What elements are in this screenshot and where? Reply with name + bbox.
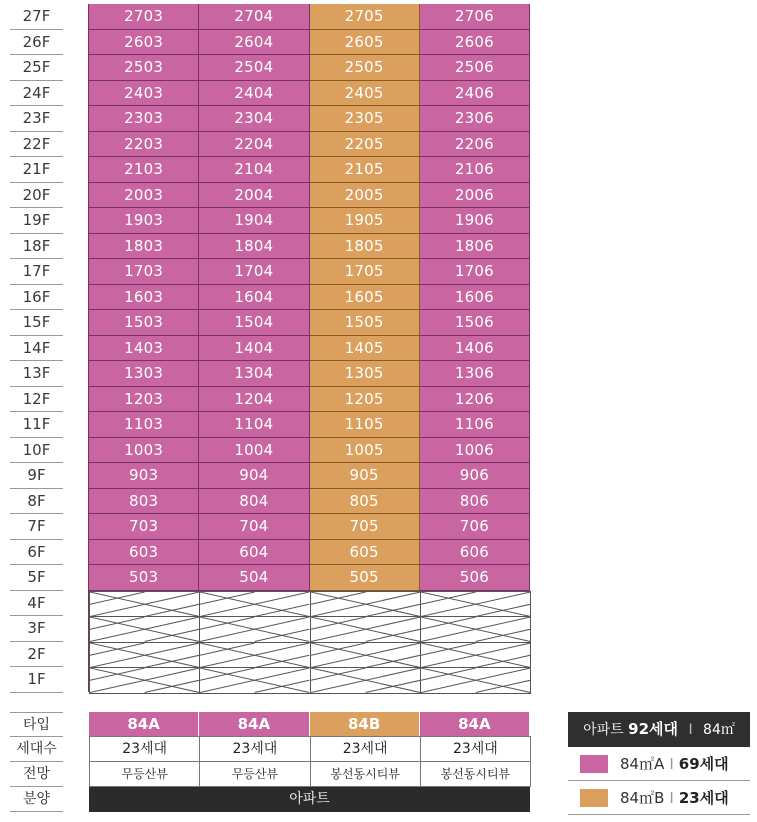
unit-cell: 2005	[310, 183, 420, 209]
swatch-84b	[580, 789, 608, 807]
unit-cell: 2105	[310, 157, 420, 183]
legend-item-84b	[568, 781, 750, 815]
type-cell: 84A	[420, 712, 530, 737]
unit-cell: 604	[199, 540, 309, 566]
unit-cell: 1104	[199, 412, 309, 438]
unit-cell: 1804	[199, 234, 309, 260]
unit-cell: 1005	[310, 438, 420, 464]
empty-unit-cell	[89, 642, 200, 669]
unit-cell: 1404	[199, 336, 309, 362]
unit-cell: 505	[310, 565, 420, 591]
floor-label: 23F	[10, 106, 63, 132]
unit-cell: 805	[310, 489, 420, 515]
unit-cell: 1903	[89, 208, 199, 234]
households-cell: 23세대	[310, 736, 421, 762]
unit-cell: 1803	[89, 234, 199, 260]
unit-cell: 1603	[89, 285, 199, 311]
unit-cell: 2305	[310, 106, 420, 132]
unit-cell: 2505	[310, 55, 420, 81]
unit-cell: 704	[199, 514, 309, 540]
floor-label: 2F	[10, 642, 63, 668]
unit-cell: 2304	[199, 106, 309, 132]
floor-label: 19F	[10, 208, 63, 234]
floor-label: 5F	[10, 565, 63, 591]
info-labels	[10, 712, 63, 812]
floor-label: 1F	[10, 667, 63, 693]
type-row	[89, 712, 530, 737]
floor-label: 9F	[10, 463, 63, 489]
unit-cell: 606	[420, 540, 530, 566]
floor-label: 26F	[10, 30, 63, 56]
unit-cell: 803	[89, 489, 199, 515]
view-row	[89, 762, 530, 787]
unit-cell: 1006	[420, 438, 530, 464]
unit-cell: 1206	[420, 387, 530, 413]
info-label-type: 타입	[10, 712, 63, 737]
unit-cell: 2404	[199, 81, 309, 107]
floor-label: 12F	[10, 387, 63, 413]
floor-label: 22F	[10, 132, 63, 158]
unit-cell: 2506	[420, 55, 530, 81]
unit-cell: 1306	[420, 361, 530, 387]
floor-label: 21F	[10, 157, 63, 183]
unit-cell: 2704	[199, 4, 309, 30]
floor-label: 15F	[10, 310, 63, 336]
unit-cell: 603	[89, 540, 199, 566]
unit-cell: 1503	[89, 310, 199, 336]
unit-cell: 1003	[89, 438, 199, 464]
unit-cell: 2103	[89, 157, 199, 183]
legend-header-sep: I	[688, 722, 693, 738]
legend-header-count: 92세대	[628, 720, 678, 738]
unit-cell: 2605	[310, 30, 420, 56]
unit-cell: 1203	[89, 387, 199, 413]
floor-label: 18F	[10, 234, 63, 260]
unit-cell: 504	[199, 565, 309, 591]
unit-cell: 2403	[89, 81, 199, 107]
empty-unit-cell	[89, 616, 200, 643]
legend-count-84b: 23세대	[678, 789, 729, 807]
floor-label: 25F	[10, 55, 63, 81]
unit-cell: 506	[420, 565, 530, 591]
empty-unit-cell	[310, 642, 421, 669]
unit-cell: 906	[420, 463, 530, 489]
unit-cell: 705	[310, 514, 420, 540]
legend-header-prefix: 아파트	[583, 722, 624, 738]
empty-unit-cell	[199, 642, 310, 669]
floor-label: 8F	[10, 489, 63, 515]
unit-cell: 1704	[199, 259, 309, 285]
unit-cell: 1305	[310, 361, 420, 387]
floor-label: 14F	[10, 336, 63, 362]
floor-label: 7F	[10, 514, 63, 540]
unit-cell: 2206	[420, 132, 530, 158]
unit-cell: 1605	[310, 285, 420, 311]
legend-sep-84b: I	[669, 788, 674, 807]
legend-sep-84a: I	[669, 754, 674, 773]
empty-unit-cell	[199, 667, 310, 694]
unit-cell: 1303	[89, 361, 199, 387]
empty-unit-cell	[199, 591, 310, 618]
info-label-households: 세대수	[10, 737, 63, 762]
view-cell: 봉선동시티뷰	[420, 761, 531, 787]
empty-unit-cell	[310, 591, 421, 618]
unit-cell: 1103	[89, 412, 199, 438]
unit-cell: 2104	[199, 157, 309, 183]
empty-unit-cell	[89, 591, 200, 618]
legend-label-84a: 84㎡A	[620, 755, 665, 773]
empty-unit-cell	[420, 642, 531, 669]
sale-row: 아파트	[89, 787, 530, 812]
view-cell: 봉선동시티뷰	[310, 761, 421, 787]
unit-cell: 1205	[310, 387, 420, 413]
unit-cell: 2503	[89, 55, 199, 81]
view-cell: 무등산뷰	[199, 761, 310, 787]
floor-label: 13F	[10, 361, 63, 387]
floor-label: 16F	[10, 285, 63, 311]
households-row	[89, 737, 530, 762]
unit-cell: 2504	[199, 55, 309, 81]
type-cell: 84A	[89, 712, 199, 737]
swatch-84a	[580, 755, 608, 773]
unit-cell: 2204	[199, 132, 309, 158]
unit-cell: 2406	[420, 81, 530, 107]
unit-cell: 1706	[420, 259, 530, 285]
floor-label: 24F	[10, 81, 63, 107]
unit-cell: 2203	[89, 132, 199, 158]
unit-cell: 804	[199, 489, 309, 515]
unit-cell: 703	[89, 514, 199, 540]
unit-cell: 2004	[199, 183, 309, 209]
households-cell: 23세대	[199, 736, 310, 762]
unit-cell: 2705	[310, 4, 420, 30]
empty-unit-cell	[310, 667, 421, 694]
unit-cell: 1403	[89, 336, 199, 362]
unit-cell: 605	[310, 540, 420, 566]
unit-cell: 1004	[199, 438, 309, 464]
view-cell: 무등산뷰	[89, 761, 200, 787]
empty-unit-cell	[420, 667, 531, 694]
unit-cell: 1703	[89, 259, 199, 285]
legend-header-area: 84㎡	[703, 722, 735, 738]
floor-label: 3F	[10, 616, 63, 642]
unit-cell: 1506	[420, 310, 530, 336]
empty-unit-cell	[89, 667, 200, 694]
unit-cell: 1505	[310, 310, 420, 336]
unit-cell: 2405	[310, 81, 420, 107]
unit-grid	[89, 4, 530, 693]
unit-cell: 1204	[199, 387, 309, 413]
unit-cell: 2306	[420, 106, 530, 132]
unit-cell: 1105	[310, 412, 420, 438]
unit-cell: 2106	[420, 157, 530, 183]
unit-cell: 2006	[420, 183, 530, 209]
unit-cell: 1405	[310, 336, 420, 362]
floor-label: 4F	[10, 591, 63, 617]
empty-unit-cell	[310, 616, 421, 643]
floor-labels	[10, 4, 63, 693]
unit-cell: 905	[310, 463, 420, 489]
unit-cell: 2703	[89, 4, 199, 30]
households-cell: 23세대	[420, 736, 531, 762]
unit-cell: 2303	[89, 106, 199, 132]
floor-label: 6F	[10, 540, 63, 566]
legend-item-84a	[568, 747, 750, 781]
empty-unit-cell	[420, 616, 531, 643]
unit-cell: 2606	[420, 30, 530, 56]
unit-cell: 2003	[89, 183, 199, 209]
legend-count-84a: 69세대	[678, 755, 729, 773]
unit-cell: 2205	[310, 132, 420, 158]
floor-label: 10F	[10, 438, 63, 464]
unit-cell: 1606	[420, 285, 530, 311]
legend-label-84b: 84㎡B	[620, 789, 665, 807]
floor-label: 11F	[10, 412, 63, 438]
unit-cell: 1906	[420, 208, 530, 234]
unit-cell: 1604	[199, 285, 309, 311]
unit-cell: 1304	[199, 361, 309, 387]
info-label-view: 전망	[10, 762, 63, 787]
unit-cell: 1106	[420, 412, 530, 438]
info-table	[89, 712, 530, 812]
unit-cell: 904	[199, 463, 309, 489]
unit-cell: 2604	[199, 30, 309, 56]
unit-cell: 706	[420, 514, 530, 540]
unit-cell: 1406	[420, 336, 530, 362]
unit-cell: 2706	[420, 4, 530, 30]
floor-label: 27F	[10, 4, 63, 30]
type-cell: 84B	[310, 712, 420, 737]
unit-cell: 1705	[310, 259, 420, 285]
unit-cell: 806	[420, 489, 530, 515]
legend	[568, 712, 750, 815]
unit-cell: 503	[89, 565, 199, 591]
unit-cell: 1904	[199, 208, 309, 234]
unit-cell: 1806	[420, 234, 530, 260]
unit-cell: 1805	[310, 234, 420, 260]
unit-cell: 1905	[310, 208, 420, 234]
legend-header	[568, 712, 750, 747]
empty-unit-cell	[199, 616, 310, 643]
households-cell: 23세대	[89, 736, 200, 762]
empty-unit-cell	[420, 591, 531, 618]
info-label-sale: 분양	[10, 787, 63, 812]
unit-cell: 2603	[89, 30, 199, 56]
unit-cell: 903	[89, 463, 199, 489]
floor-label: 17F	[10, 259, 63, 285]
unit-cell: 1504	[199, 310, 309, 336]
floor-label: 20F	[10, 183, 63, 209]
type-cell: 84A	[199, 712, 309, 737]
